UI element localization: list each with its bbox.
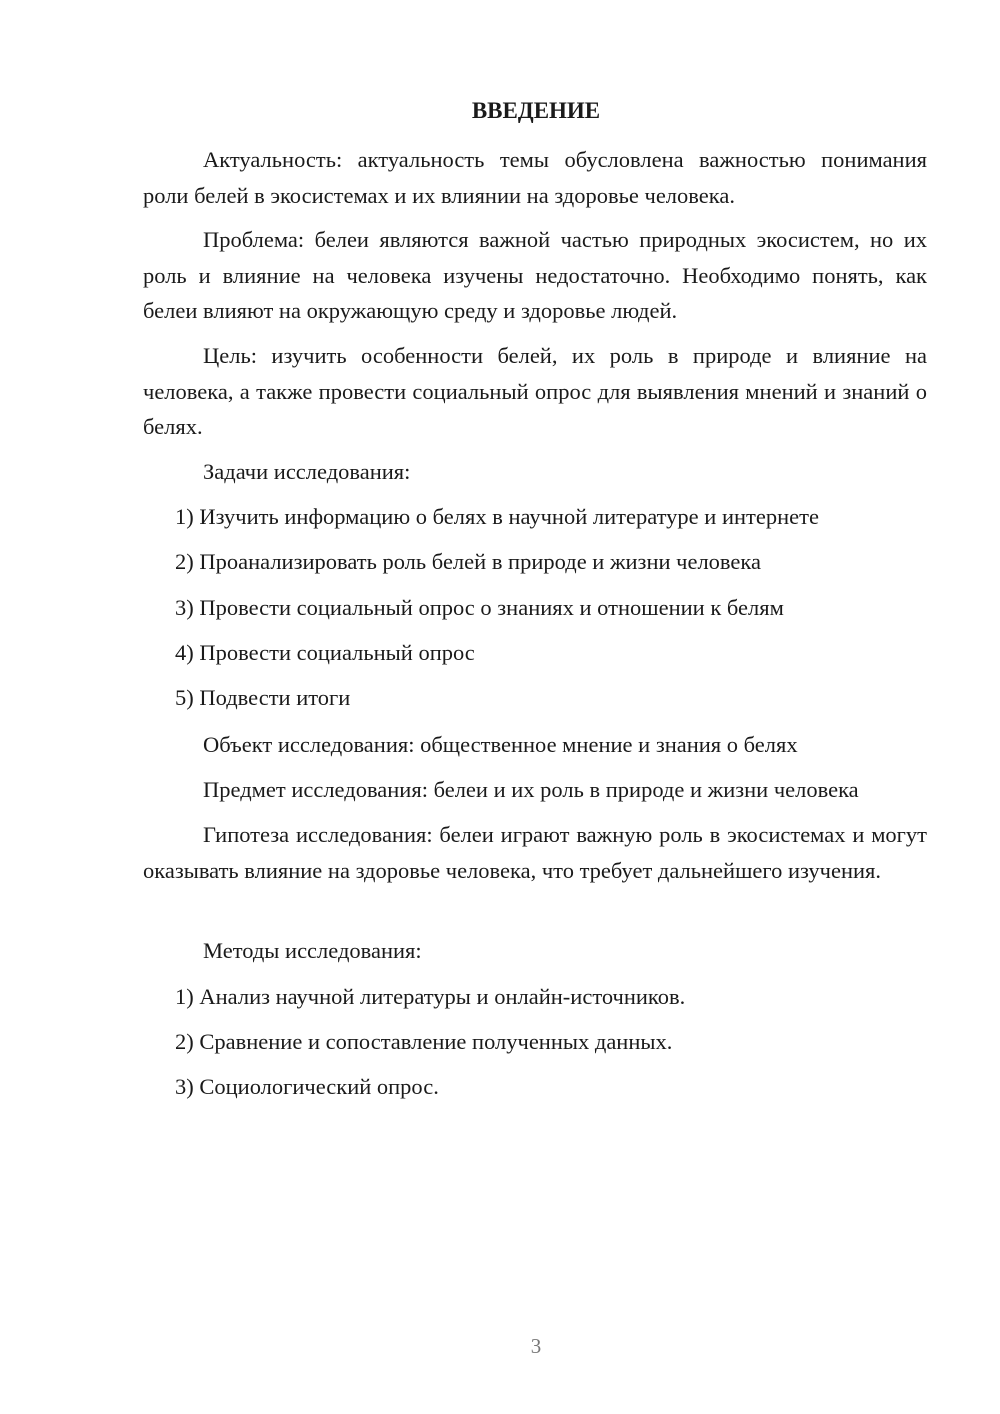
methods-heading: Методы исследования:	[203, 938, 422, 963]
method-item: 3) Социологический опрос.	[175, 1074, 439, 1099]
research-subject: Предмет исследования: белеи и их роль в природе и жизни человека	[203, 777, 859, 802]
method-item: 2) Сравнение и сопоставление полученных данных.	[175, 1029, 673, 1054]
goal-paragraph: Цель: изучить особенности белей, их роль в природе и влияние на человека, а также провести социальный опрос для выявления мнений и знаний о белях.	[143, 343, 927, 439]
task-item: 3) Провести социальный опрос о знаниях и отношении к белям	[175, 595, 784, 620]
task-item: 1) Изучить информацию о белях в научной литературе и интернете	[175, 504, 819, 529]
relevance-paragraph: Актуальность: актуальность темы обусловлена важностью понимания роли белей в экосистемах и их влиянии на здоровье человека.	[143, 147, 927, 208]
page-number: 3	[530, 1334, 542, 1358]
problem-paragraph: Проблема: белеи являются важной частью природных экосистем, но их роль и влияние на человека изучены недостаточно. Необходимо понять, как белеи влияют на окружающую среду и здоровье людей.	[143, 227, 927, 323]
method-item: 1) Анализ научной литературы и онлайн-источников.	[175, 984, 686, 1009]
hypothesis-paragraph: Гипотеза исследования: белеи играют важную роль в экосистемах и могут оказывать влияние на здоровье человека, что требует дальнейшего изучения.	[143, 822, 927, 883]
task-item: 2) Проанализировать роль белей в природе и жизни человека	[175, 549, 761, 574]
tasks-heading: Задачи исследования:	[203, 459, 411, 484]
research-object: Объект исследования: общественное мнение и знания о белях	[203, 732, 798, 757]
page-title: ВВЕДЕНИЕ	[471, 98, 601, 123]
task-item: 4) Провести социальный опрос	[175, 640, 475, 665]
task-item: 5) Подвести итоги	[175, 685, 351, 710]
